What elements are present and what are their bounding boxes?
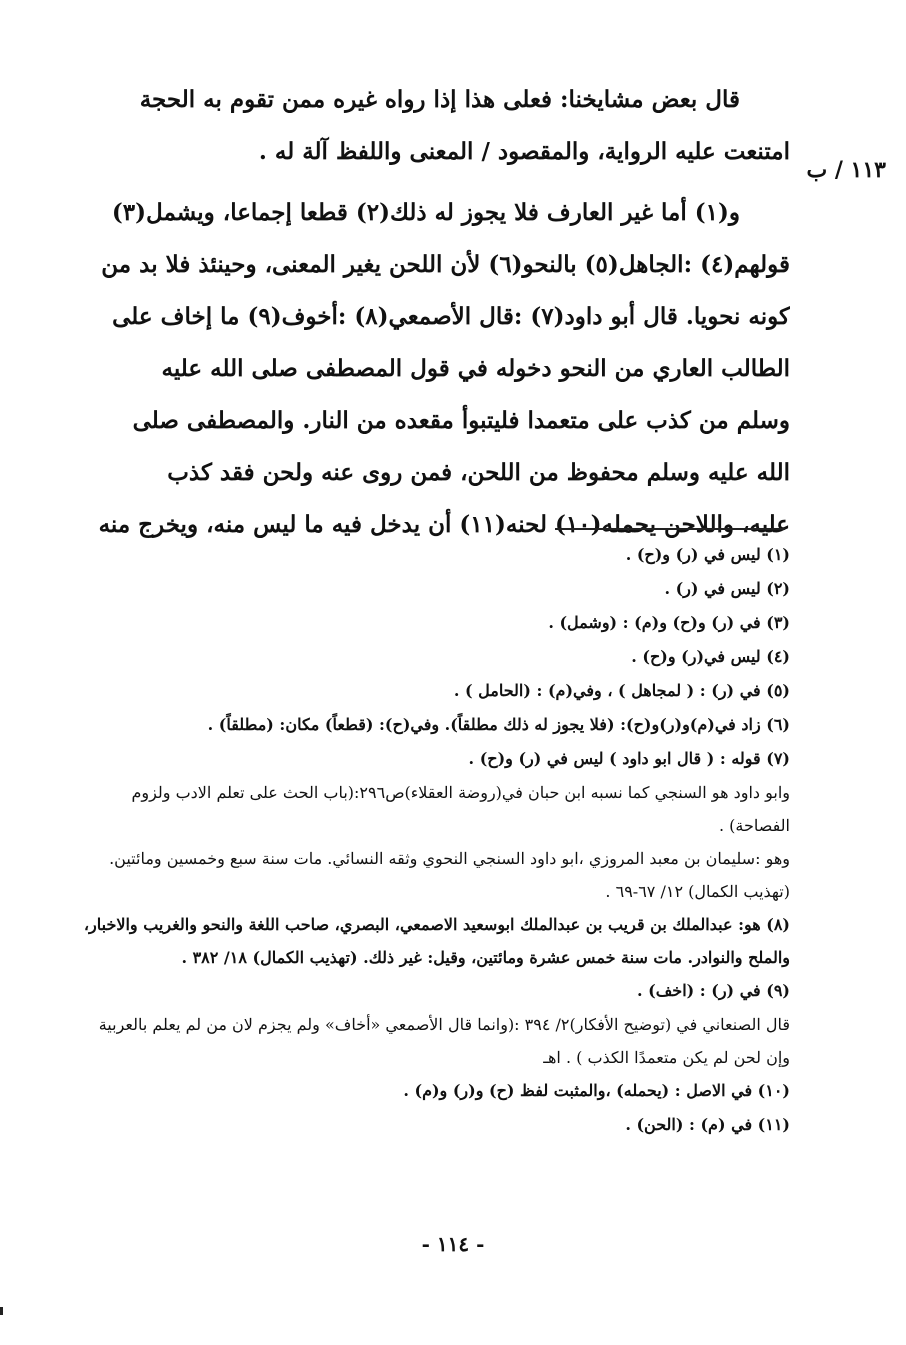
text-line: عليه، واللاحن يحمله(١٠) لحنه(١١) أن يدخل فيه ما ليس منه، ويخرج منه — [98, 511, 790, 538]
footnote-10: (١٠) في الاصل : (يحمله) ،والمثبت لفظ (ح) و(ر) و(م) . — [403, 1081, 790, 1100]
footnote-4: (٤) ليس في(ر) و(ح) . — [631, 647, 790, 666]
footnote-7: (٧) قوله : ( قال ابو داود ) ليس في (ر) و(ح) . — [468, 749, 790, 768]
manuscript-folio-marker: ١١٣ / ب — [806, 157, 886, 183]
paragraph-1 — [78, 74, 790, 178]
main-text — [78, 74, 790, 551]
page-number: - ١١٤ - — [421, 1232, 485, 1256]
footnote-5: (٥) في (ر) : ( لمجاهل ) ، وفي(م) : (الحامل ) . — [453, 681, 790, 700]
text-line: كونه نحويا. قال أبو داود(٧) :قال الأصمعي(٨) :أخوف(٩) ما إخاف على — [112, 303, 790, 330]
footnotes — [78, 538, 790, 1142]
paragraph-2 — [78, 187, 790, 551]
footnote-7-note-a: وابو داود هو السنجي كما نسبه ابن حبان في(روضة العقلاء)ص٢٩٦:(باب الحث على تعلم الادب ولزوم الفصاحة) . — [131, 783, 790, 835]
footnote-8: (٨) هو: عبدالملك بن قريب بن عبدالملك ابوسعيد الاصمعي، البصري، صاحب اللغة والنحو والغريب والاخبار، والملح والنوادر. مات سنة خمس عشرة ومائتين، وقيل: غير ذلك. (تهذيب الكمال) ١٨/ ٣٨٢ . — [83, 915, 790, 967]
text-line: و(١) أما غير العارف فلا يجوز له ذلك(٢) قطعا إجماعا، ويشمل(٣) — [111, 199, 740, 226]
footnote-9: (٩) في (ر) : (اخف) . — [637, 981, 790, 1000]
text-line: الله عليه وسلم محفوظ من اللحن، فمن روى عنه ولحن فقد كذب — [167, 459, 790, 486]
footnote-7-note-b: وهو :سليمان بن معبد المروزي ،ابو داود السنجي النحوي وثقه النسائي. مات سنة سبع وخمسين ومائتين. (تهذيب الكمال) ١٢/ ٦٧-٦٩ . — [109, 849, 790, 901]
footnote-3: (٣) في (ر) و(ح) و(م) : (وشمل) . — [548, 613, 790, 632]
footnote-separator — [555, 528, 785, 530]
footnote-9-note: قال الصنعاني في (توضيح الأفكار)٢/ ٣٩٤ :(وانما قال الأصمعي «أخاف» ولم يجزم لان من لم يعلم بالعربية وإن لحن لم يكن متعمدًا الكذب ) . اهـ — [98, 1015, 790, 1067]
footnote-11: (١١) في (م) : (الحن) . — [625, 1115, 790, 1134]
text-line: الطالب العاري من النحو دخوله في قول المصطفى صلى الله عليه — [161, 355, 790, 382]
footnote-6: (٦) زاد في(م)و(ر)و(ح): (فلا يجوز له ذلك مطلقاً). وفي(ح): (قطعاً) مكان: (مطلقاً) . — [207, 715, 790, 734]
footnote-2: (٢) ليس في (ر) . — [664, 579, 790, 598]
text-line: قال بعض مشايخنا: فعلى هذا إذا رواه غيره ممن تقوم به الحجة — [139, 86, 740, 113]
text-line: امتنعت عليه الرواية، والمقصود / المعنى واللفظ آلة له . — [258, 138, 790, 165]
text-line: قولهم(٤) :الجاهل(٥) بالنحو(٦) لأن اللحن يغير المعنى، وحينئذ فلا بد من — [101, 251, 790, 278]
text-line: وسلم من كذب على متعمدا فليتبوأ مقعده من النار. والمصطفى صلى — [132, 407, 790, 434]
scan-edge-mark — [0, 1307, 3, 1315]
footnote-1: (١) ليس في (ر) و(ح) . — [625, 545, 790, 564]
